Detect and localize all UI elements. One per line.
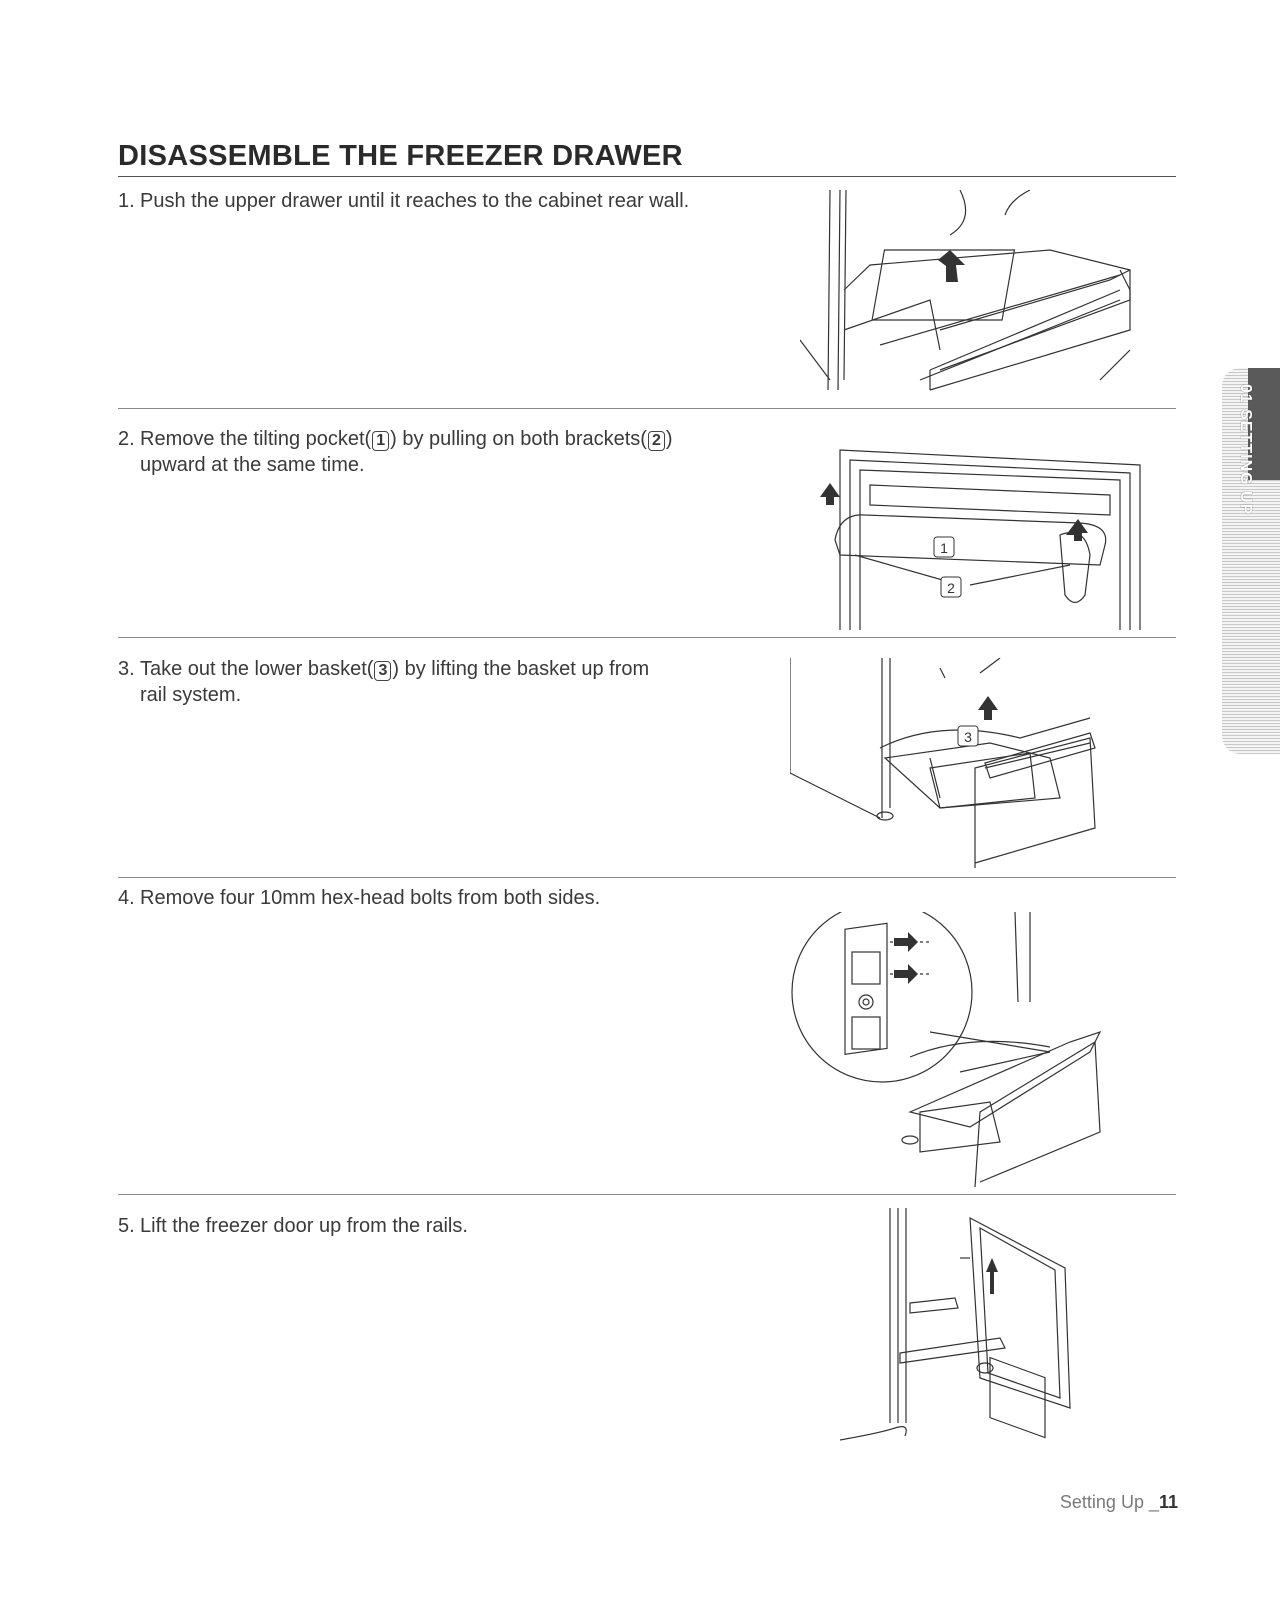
step-3 bbox=[118, 656, 649, 708]
footer-section: Setting Up _ bbox=[1059, 1492, 1159, 1512]
up-arrow-icon bbox=[978, 696, 998, 720]
callout-3: 3 bbox=[374, 661, 391, 681]
step-number: 3. bbox=[118, 658, 135, 680]
section-side-tab bbox=[1222, 368, 1280, 754]
up-arrow-icon bbox=[820, 483, 840, 505]
right-arrow-icon bbox=[894, 932, 918, 952]
step-text: ) by pulling on both brackets( bbox=[390, 428, 647, 450]
step-divider bbox=[118, 1194, 1176, 1195]
step-text: Take out the lower basket( bbox=[140, 658, 374, 680]
step-text-line2: rail system. bbox=[140, 684, 242, 706]
figure-remove-tilting-pocket bbox=[820, 445, 1165, 630]
step-2 bbox=[118, 426, 673, 478]
step-text: Lift the freezer door up from the rails. bbox=[140, 1215, 468, 1237]
step-number: 1. bbox=[118, 190, 135, 212]
page-number: 11 bbox=[1158, 1492, 1178, 1512]
step-divider bbox=[118, 637, 1176, 638]
right-arrow-icon bbox=[894, 964, 918, 984]
page-title: DISASSEMBLE THE FREEZER DRAWER bbox=[118, 140, 683, 172]
step-divider bbox=[118, 408, 1176, 409]
step-text: ) by lifting the basket up from bbox=[392, 658, 650, 680]
step-divider bbox=[118, 877, 1176, 878]
figure-callout-1: 1 bbox=[940, 540, 948, 556]
title-divider bbox=[118, 176, 1176, 177]
step-number: 5. bbox=[118, 1215, 135, 1237]
step-text: Remove the tilting pocket( bbox=[140, 428, 372, 450]
up-arrow-icon bbox=[986, 1258, 998, 1294]
figure-callout-3: 3 bbox=[964, 729, 972, 745]
page-footer bbox=[1060, 1492, 1178, 1513]
step-text: Push the upper drawer until it reaches to the cabinet rear wall. bbox=[140, 190, 690, 212]
step-text-line2: upward at the same time. bbox=[140, 454, 365, 476]
step-4 bbox=[118, 885, 600, 911]
figure-remove-lower-basket bbox=[790, 658, 1135, 868]
step-number: 2. bbox=[118, 428, 135, 450]
step-5 bbox=[118, 1213, 468, 1239]
figure-remove-hex-bolts bbox=[790, 912, 1135, 1187]
step-text: Remove four 10mm hex-head bolts from both sides. bbox=[140, 887, 601, 909]
step-number: 4. bbox=[118, 887, 135, 909]
side-tab-label: 01 SETTING UP bbox=[1237, 384, 1254, 516]
figure-lift-freezer-door bbox=[840, 1208, 1100, 1448]
step-text: ) bbox=[665, 428, 673, 450]
figure-callout-2: 2 bbox=[947, 580, 955, 596]
up-arrow-icon bbox=[938, 250, 965, 282]
step-1 bbox=[118, 188, 689, 214]
figure-push-upper-drawer bbox=[800, 190, 1170, 410]
callout-2: 2 bbox=[648, 431, 665, 451]
callout-1: 1 bbox=[372, 431, 389, 451]
